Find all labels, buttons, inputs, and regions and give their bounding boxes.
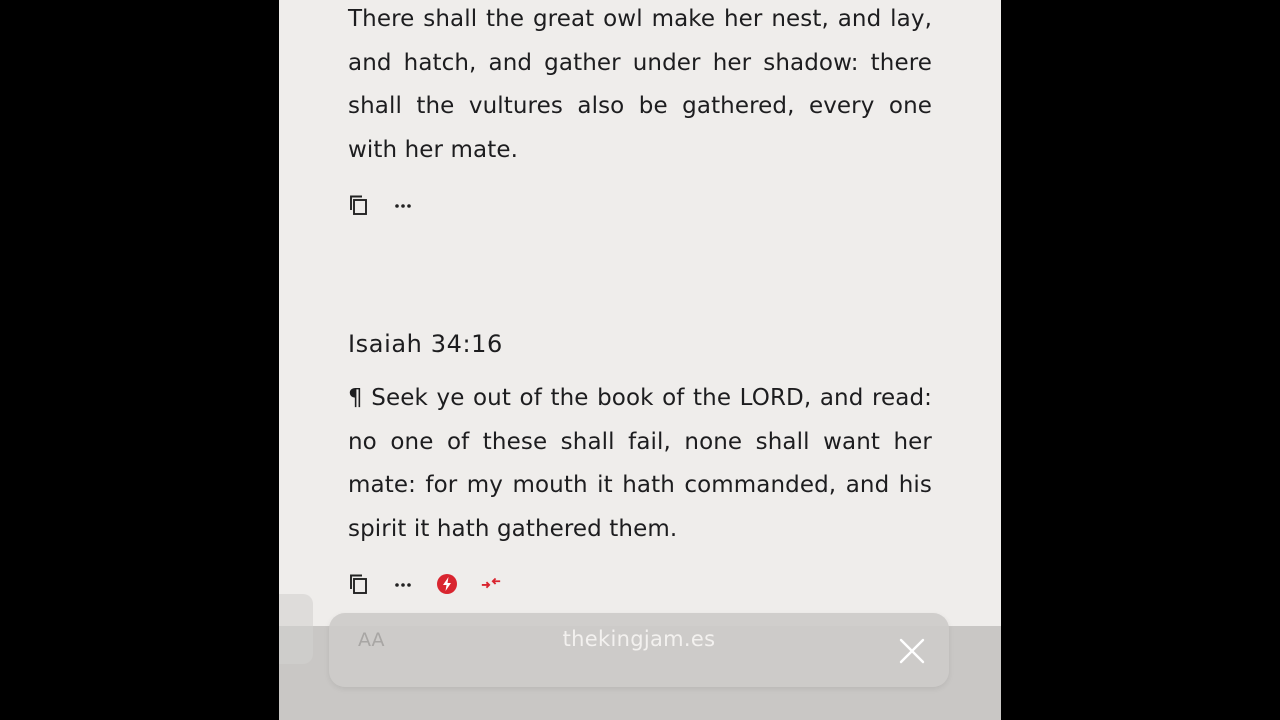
- more-dots-icon[interactable]: [392, 194, 414, 216]
- copy-icon[interactable]: [348, 573, 370, 595]
- close-icon[interactable]: [899, 638, 925, 664]
- phone-screen: [279, 0, 1001, 720]
- copy-icon[interactable]: [348, 194, 370, 216]
- compare-arrows-icon[interactable]: [480, 573, 502, 595]
- url-text[interactable]: thekingjam.es: [562, 627, 716, 651]
- verse-reference: Isaiah 34:16: [348, 330, 503, 358]
- verse-text: ¶ Seek ye out of the book of the LORD, and read: no one of these shall fail, none shall want her mate: for my mouth it hath commanded, and his spirit it hath gathered them.: [348, 385, 932, 542]
- more-dots-icon[interactable]: [392, 573, 414, 595]
- verse-actions: [348, 192, 414, 218]
- address-bar[interactable]: [329, 613, 949, 687]
- edge-tab: [279, 594, 313, 664]
- text-size-button[interactable]: AA: [358, 629, 385, 651]
- verse-text: There shall the great owl make her nest, and lay, and hatch, and gather under her shadow: there shall the vultures also be gathered, every one with her mate.: [348, 6, 932, 163]
- verse-actions: [348, 571, 502, 597]
- flash-icon[interactable]: [436, 573, 458, 595]
